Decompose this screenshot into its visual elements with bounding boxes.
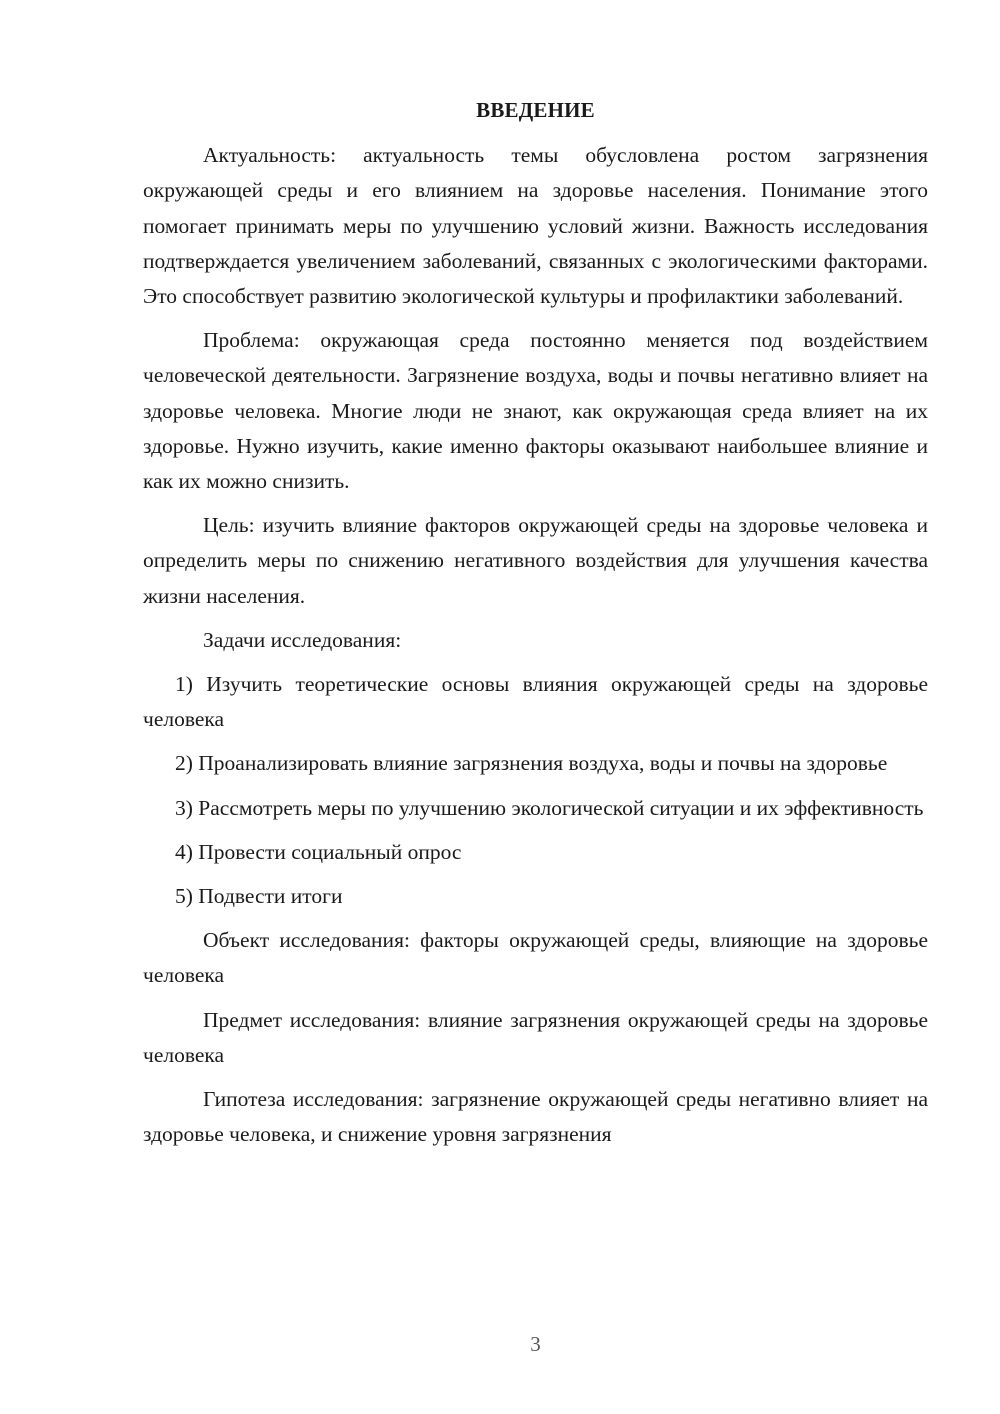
paragraph-object: Объект исследования: факторы окружающей среды, влияющие на здоровье человека: [143, 928, 928, 988]
paragraph-hypothesis: Гипотеза исследования: загрязнение окружающей среды негативно влияет на здоровье человека, и снижение уровня загрязнения: [143, 1087, 928, 1147]
task-item: 5) Подвести итоги: [175, 884, 343, 909]
paragraph-goal: Цель: изучить влияние факторов окружающей среды на здоровье человека и определить меры по снижению негативного воздействия для улучшения качества жизни населения.: [143, 513, 928, 608]
paragraph-tasks-heading: Задачи исследования:: [203, 627, 402, 652]
task-item: 1) Изучить теоретические основы влияния окружающей среды на здоровье человека: [143, 672, 928, 732]
task-item: 4) Провести социальный опрос: [175, 839, 462, 864]
page-number: 3: [530, 1332, 541, 1356]
task-item: 2) Проанализировать влияние загрязнения воздуха, воды и почвы на здоровье: [175, 751, 888, 776]
paragraph-subject: Предмет исследования: влияние загрязнения окружающей среды на здоровье человека: [143, 1007, 928, 1067]
paragraph-relevance: Актуальность: актуальность темы обусловлена ростом загрязнения окружающей среды и его влиянием на здоровье населения. Понимание этого помогает принимать меры по улучшению условий жизни. Важность исследования подтверждается увеличением заболеваний, связанных с экологическими факторами. Это способствует развитию экологической культуры и профилактики заболеваний.: [143, 143, 928, 309]
page-title: ВВЕДЕНИЕ: [476, 98, 595, 122]
paragraph-problem: Проблема: окружающая среда постоянно меняется под воздействием человеческой деятельности. Загрязнение воздуха, воды и почвы негативно влияет на здоровье человека. Многие люди не знают, как окружающая среда влияет на их здоровье. Нужно изучить, какие именно факторы оказывают наибольшее влияние и как их можно снизить.: [143, 328, 928, 494]
page-content: [143, 93, 928, 1161]
task-item: 3) Рассмотреть меры по улучшению экологической ситуации и их эффективность: [175, 795, 924, 820]
